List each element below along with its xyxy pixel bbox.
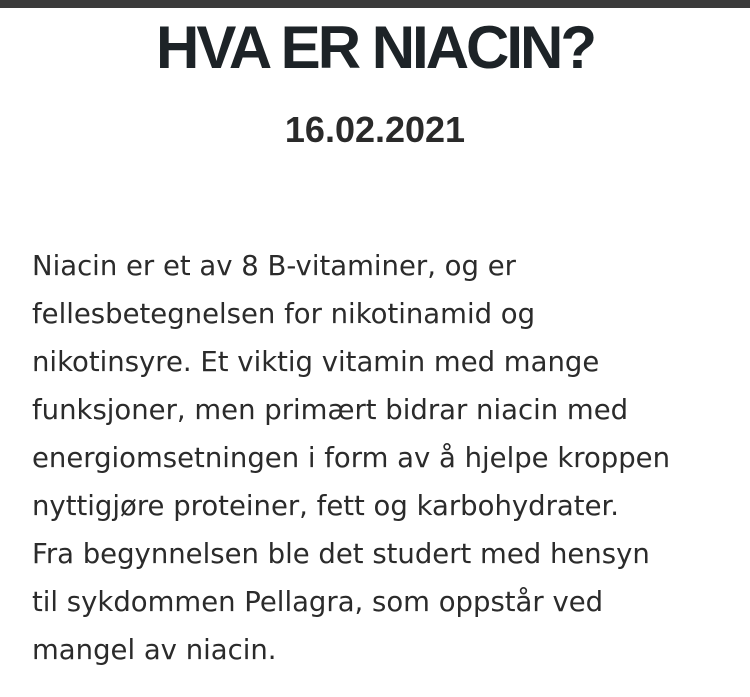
top-bar: [0, 0, 750, 8]
paragraph-line: til sykdommen Pellagra, som oppstår ved: [32, 586, 604, 618]
paragraph-line: nikotinsyre. Et viktig vitamin med mange: [32, 346, 600, 378]
article-paragraph: [32, 242, 732, 674]
article-title: HVA ER NIACIN?: [156, 14, 594, 81]
paragraph-line: funksjoner, men primært bidrar niacin med: [32, 394, 629, 426]
paragraph-line: nyttigjøre proteiner, fett og karbohydrater.: [32, 490, 620, 522]
paragraph-line: Fra begynnelsen ble det studert med hensyn: [32, 538, 650, 570]
paragraph-line: Niacin er et av 8 B-vitaminer, og er: [32, 250, 516, 282]
article-date: 16.02.2021: [284, 109, 466, 150]
paragraph-line: energiomsetningen i form av å hjelpe kroppen: [32, 442, 671, 474]
paragraph-line: fellesbetegnelsen for nikotinamid og: [32, 298, 536, 330]
paragraph-line: mangel av niacin.: [32, 634, 277, 666]
